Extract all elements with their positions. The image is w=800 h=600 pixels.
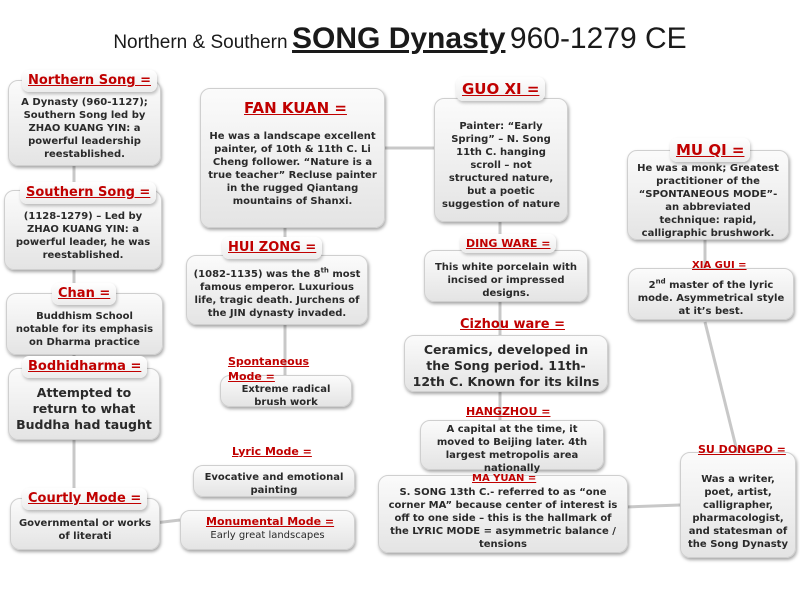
mu-qi-text: He was a monk; Greatest practitioner of the “SPONTANEOUS MODE”- an abbreviated technique: rapid, calligraphic brushwork. xyxy=(637,162,779,239)
northern-song-heading: Northern Song = xyxy=(22,70,157,92)
hangzhou-text: A capital at the time, it moved to Beijing later. 4th largest metropolis area nationally xyxy=(436,423,588,474)
xia-gui-sup: nd xyxy=(655,277,666,286)
spontaneous-mode-heading-text: Spontaneous Mode = xyxy=(228,355,310,383)
lyric-mode-box xyxy=(193,465,355,497)
guo-xi-text: Painter: “Early Spring” – N. Song 11th C. hanging scroll – not structured nature, but a poetic suggestion of nature xyxy=(442,121,560,210)
su-dongpo-text: Was a writer, poet, artist, calligrapher, pharmacologist, and statesman of the Song Dynasty xyxy=(688,473,788,550)
ding-ware-heading: DING WARE = xyxy=(460,234,556,253)
mu-qi-box xyxy=(627,150,789,240)
courtly-mode-text: Governmental or works of literati xyxy=(18,517,152,542)
title-prefix: Northern & Southern xyxy=(113,32,288,53)
title-dates: 960-1279 CE xyxy=(509,22,687,55)
lyric-mode-heading: Lyric Mode = xyxy=(232,445,312,458)
ma-yuan-text: S. SONG 13th C.- referred to as “one corner MA” because center of interest is off to one side – this is the hallmark of the LYRIC MODE = asymmetric balance / tensions xyxy=(388,487,618,550)
su-dongpo-heading: SU DONGPO = xyxy=(698,443,786,456)
northern-song-text: A Dynasty (960-1127); Southern Song led by ZHAO KUANG YIN: a powerful leadership reestablished. xyxy=(21,97,148,160)
xia-gui-box xyxy=(628,268,794,320)
su-dongpo-box xyxy=(680,452,796,558)
xia-gui-text xyxy=(635,279,787,318)
cizhou-ware-box xyxy=(404,335,608,392)
bodhidharma-text: Attempted to return to what Buddha had taught xyxy=(16,384,152,432)
chan-text: Buddhism School notable for its emphasis on Dharma practice xyxy=(15,311,154,348)
xia-gui-heading: XIA GUI = xyxy=(692,260,747,271)
bodhidharma-box xyxy=(8,368,160,440)
page-title xyxy=(0,22,800,56)
cizhou-ware-text: Ceramics, developed in the Song period. 11th-12th C. Known for its kilns xyxy=(412,342,600,389)
bodhidharma-heading: Bodhidharma = xyxy=(22,356,147,378)
ma-yuan-heading: MA YUAN = xyxy=(472,473,537,484)
xia-gui-text-pre: 2 xyxy=(648,280,656,291)
cizhou-ware-heading: Cizhou ware = xyxy=(460,317,565,332)
ding-ware-box xyxy=(424,250,588,302)
hui-zong-text-b: most famous emperor. Luxurious life, tragic death. Jurchens of the JIN dynasty invaded. xyxy=(194,268,361,319)
chan-heading: Chan = xyxy=(52,283,116,305)
mu-qi-heading: MU QI = xyxy=(670,138,750,162)
title-main: SONG Dynasty xyxy=(292,22,506,55)
hangzhou-heading: HANGZHOU = xyxy=(466,405,551,418)
ding-ware-text: This white porcelain with incised or impressed designs. xyxy=(434,262,578,299)
spontaneous-mode-heading xyxy=(222,352,322,386)
guo-xi-heading: GUO XI = xyxy=(456,77,545,101)
hangzhou-box xyxy=(420,420,604,474)
fan-kuan-text: He was a landscape excellent painter, of 10th & 11th C. Li Cheng follower. “Nature is a true teacher” Recluse painter in the rugged Qiantang mountains of Shanxi. xyxy=(208,130,377,207)
hui-zong-text xyxy=(193,268,361,320)
southern-song-heading: Southern Song = xyxy=(20,182,156,204)
hui-zong-heading: HUI ZONG = xyxy=(222,237,322,259)
monumental-mode-text: Early great landscapes xyxy=(210,530,325,541)
monumental-mode-heading: Monumental Mode = xyxy=(206,515,335,528)
northern-song-box xyxy=(8,80,161,166)
southern-song-text: (1128-1279) – Led by ZHAO KUANG YIN: a powerful leader, he was reestablished. xyxy=(15,210,151,261)
hui-zong-sup: th xyxy=(320,266,329,275)
spontaneous-mode-text: Extreme radical brush work xyxy=(241,383,331,408)
xia-gui-text-b: master of the lyric mode. Asymmetrical style at it’s best. xyxy=(637,280,785,317)
courtly-mode-heading: Courtly Mode = xyxy=(22,488,147,510)
hui-zong-box xyxy=(186,255,368,325)
fan-kuan-heading: FAN KUAN = xyxy=(244,99,347,117)
hui-zong-text-a: (1082-1135) was the 8 xyxy=(193,268,321,280)
guo-xi-box xyxy=(434,98,568,222)
lyric-mode-text: Evocative and emotional painting xyxy=(204,471,344,496)
